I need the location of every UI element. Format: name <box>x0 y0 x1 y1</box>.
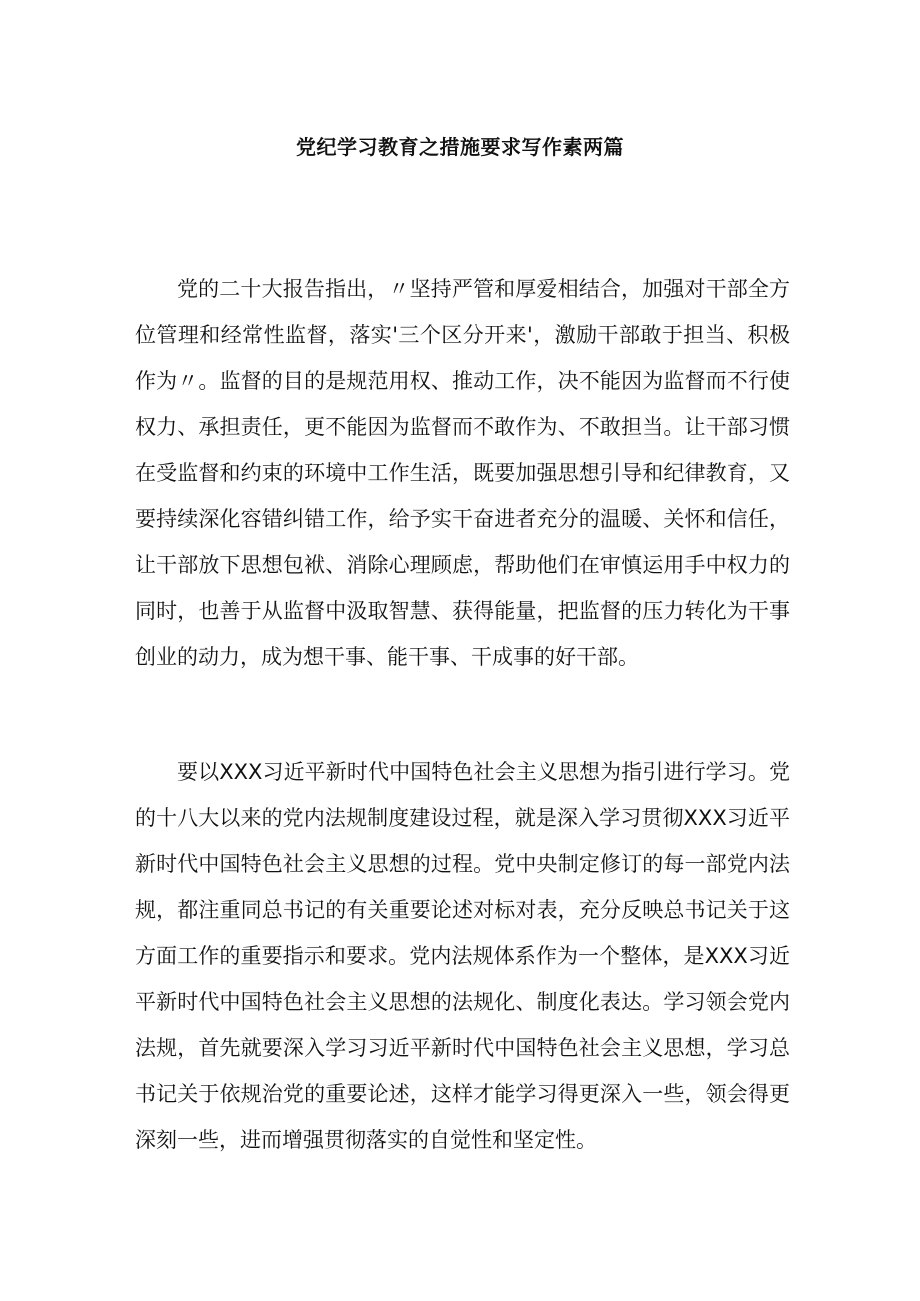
paragraph-1: 党的二十大报告指出，〃坚持严管和厚爱相结合，加强对干部全方位管理和经常性监督，落实'三个区分开来'，激励干部敢于担当、积极作为〃。监督的目的是规范用权、推动工作，决不能因为监督而不行使权力、承担责任，更不能因为监督而不敢作为、不敢担当。让干部习惯在受监督和约束的环境中工作生活，既要加强思想引导和纪律教育，又要持续深化容错纠错工作，给予实干奋进者充分的温暖、关怀和信任，让干部放下思想包袱、消除心理顾虑，帮助他们在审慎运用手中权力的同时，也善于从监督中汲取智慧、获得能量，把监督的压力转化为干事创业的动力，成为想干事、能干事、干成事的好干部。 <box>135 277 790 669</box>
document-title: 党纪学习教育之措施要求写作素两篇 <box>296 135 624 159</box>
paragraph-2: 要以XXX习近平新时代中国特色社会主义思想为指引进行学习。党的十八大以来的党内法规制度建设过程，就是深入学习贯彻XXX习近平新时代中国特色社会主义思想的过程。党中央制定修订的每一部党内法规，都注重同总书记的有关重要论述对标对表，充分反映总书记关于这方面工作的重要指示和要求。党内法规体系作为一个整体，是XXX习近平新时代中国特色社会主义思想的法规化、制度化表达。学习领会党内法规，首先就要深入学习习近平新时代中国特色社会主义思想，学习总书记关于依规治党的重要论述，这样才能学习得更深入一些，领会得更深刻一些，进而增强贯彻落实的自觉性和坚定性。 <box>135 760 790 1152</box>
